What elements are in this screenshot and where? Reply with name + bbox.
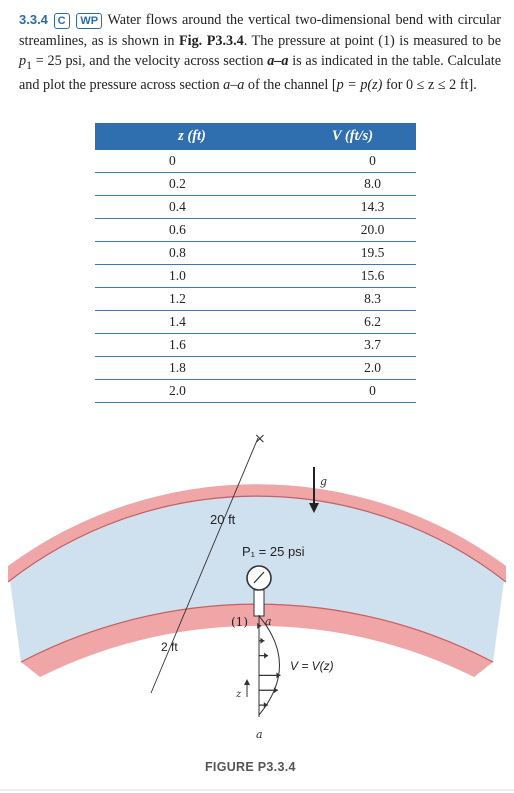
cell-z: 1.0 [95,265,289,288]
table-row [95,288,416,311]
cell-z: 0.6 [95,219,289,242]
point-label: (1) [231,615,248,629]
header-v: V (ft/s) [289,123,416,150]
cell-v: 2.0 [289,357,416,380]
problem-text-5: of the channel [ [247,77,337,94]
section-label-1: a–a [267,53,289,69]
velocity-arrowhead [274,687,278,693]
cell-z: 1.4 [95,311,289,334]
cell-z: 0 [95,150,289,173]
cell-v: 19.5 [289,242,416,265]
table-row [95,196,416,219]
cell-z: 0.2 [95,173,289,196]
header-z: z (ft) [95,123,289,150]
cell-z: 0.4 [95,196,289,219]
cell-v: 20.0 [289,219,416,242]
table-row [95,242,416,265]
profile-arrows [257,623,280,708]
z-arrowhead [244,679,250,685]
figure-caption: FIGURE P3.3.4 [205,760,296,774]
cell-z: 2.0 [95,380,289,403]
badge-c: C [54,13,70,29]
cell-z: 1.8 [95,357,289,380]
cell-v: 8.3 [289,288,416,311]
p1-subscript: 1 [26,57,33,72]
cell-v: 15.6 [289,265,416,288]
profile-curve [259,616,280,715]
cell-z: 1.6 [95,334,289,357]
badge-wp: WP [76,13,102,29]
velocity-arrowhead [260,638,264,644]
z-label: z [236,689,242,700]
cell-v: 0 [289,150,416,173]
figure-reference: Fig. P3.3.4 [178,32,244,49]
section-label-2: a–a [223,77,245,94]
velocity-profile [257,616,280,715]
table-header-row [95,123,416,150]
table-row [95,219,416,242]
table-row [95,173,416,196]
bottom-rule [0,789,514,791]
velocity-table [95,123,416,403]
section-top-label: a [265,615,272,628]
problem-text-6: for 0 ≤ z ≤ 2 ft]. [385,77,477,94]
width-label: 2 ft [161,640,178,654]
table-row [95,311,416,334]
velocity-label: V = V(z) [290,659,334,673]
cell-v: 8.0 [289,173,416,196]
p1-symbol: p [19,53,27,69]
problem-text-4: is as indicated in the table. Calculate and plot the pressure across section [19,53,502,94]
table-row [95,334,416,357]
problem-text-1: Water flows around the vertical two-dimensional bend with circular streamlines, as is shown in [19,12,502,49]
velocity-arrowhead [264,653,268,659]
radius-label: 20 ft [210,512,236,527]
table-row [95,265,416,288]
gauge-stem [254,590,264,616]
table-row [95,357,416,380]
section-bottom-label: a [256,728,263,741]
table-row [95,150,416,173]
cell-v: 14.3 [289,196,416,219]
gravity-label: g [320,475,328,488]
problem-number: 3.3.4 [19,12,48,27]
center-mark: × [254,431,266,447]
cell-v: 0 [289,380,416,403]
cell-z: 1.2 [95,288,289,311]
table-row [95,380,416,403]
function-expression: p = p(z) [336,77,383,94]
problem-text-2: . The pressure at point (1) is measured to be [243,32,501,49]
cell-z: 0.8 [95,242,289,265]
problem-text-3: = 25 psi, and the velocity across section [35,53,264,69]
cell-v: 6.2 [289,311,416,334]
problem-statement [19,10,501,96]
figure-bend [0,425,514,765]
table-body [95,150,416,403]
pressure-label: P₁ = 25 psi [242,544,305,559]
cell-v: 3.7 [289,334,416,357]
